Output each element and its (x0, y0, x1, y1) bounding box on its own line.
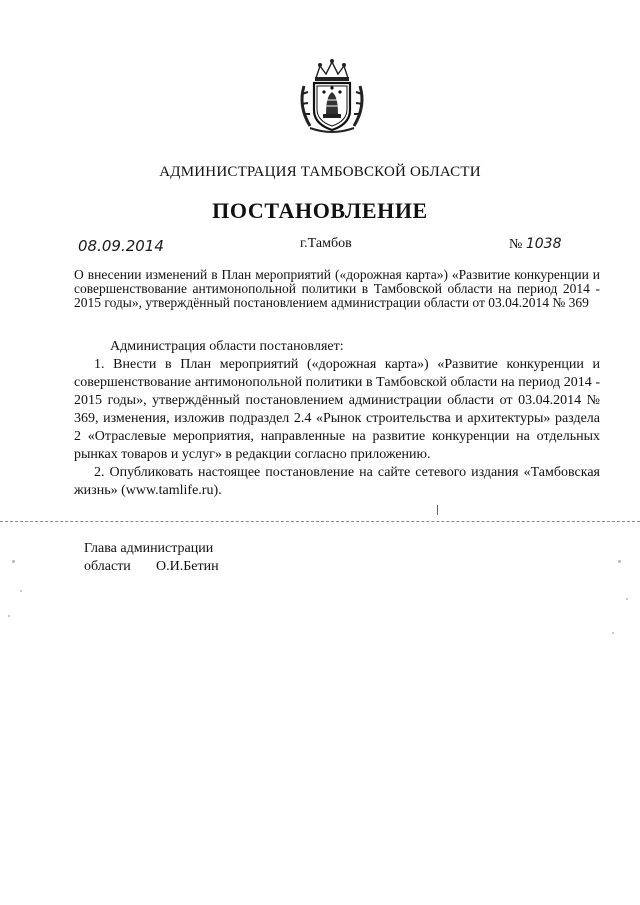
scan-speckle (618, 560, 621, 563)
scan-speckle (626, 598, 628, 600)
signature-title-line2: области (84, 559, 131, 574)
scan-speckle (20, 590, 22, 592)
number-value: 1038 (525, 236, 562, 252)
body-item-1: 1. Внести в План мероприятий («дорожная карта») «Развитие конкуренции и совершенствование антимонопольной политики в Тамбовской области на период 2014 - 2015 годы», утверждённый постановлением администрации области от 03.04.2014 № 369, изменения, изложив подраздел 2.4 «Рынок строительства и архитектуры» раздела 2 «Отраслевые мероприятия, направленные на развитие конкуренции на отдельных рынках товаров и услуг» в редакции согласно приложению. (74, 357, 600, 462)
signature-title-line1: Глава администрации (84, 541, 214, 556)
document-date: 08.09.2014 (78, 237, 164, 255)
document-body (74, 338, 600, 500)
scan-mark (437, 505, 438, 515)
document-meta-row (0, 236, 640, 258)
body-item-2: 2. Опубликовать настоящее постановление на сайте сетевого издания «Тамбовская жизнь» (www.tamlife.ru). (74, 465, 600, 498)
number-label: № (509, 237, 523, 252)
document-type-title: ПОСТАНОВЛЕНИЕ (212, 198, 428, 223)
document-number (509, 236, 562, 253)
scan-speckle (12, 560, 15, 563)
scan-speckle (612, 632, 614, 634)
scan-fold-line (0, 521, 640, 522)
body-intro: Администрация области постановляет: (110, 339, 344, 354)
signature-block (84, 540, 219, 576)
document-city: г.Тамбов (300, 236, 352, 251)
organization-name: АДМИНИСТРАЦИЯ ТАМБОВСКОЙ ОБЛАСТИ (159, 164, 481, 180)
signature-name: О.И.Бетин (156, 559, 219, 574)
scan-speckle (8, 615, 10, 617)
tambov-coat-of-arms-icon (296, 58, 368, 134)
document-subject: О внесении изменений в План мероприятий («дорожная карта») «Развитие конкуренции и совершенствование антимонопольной политики в Тамбовской области на период 2014 - 2015 годы», утверждённый постановлением администрации области от 03.04.2014 № 369 (74, 267, 600, 310)
